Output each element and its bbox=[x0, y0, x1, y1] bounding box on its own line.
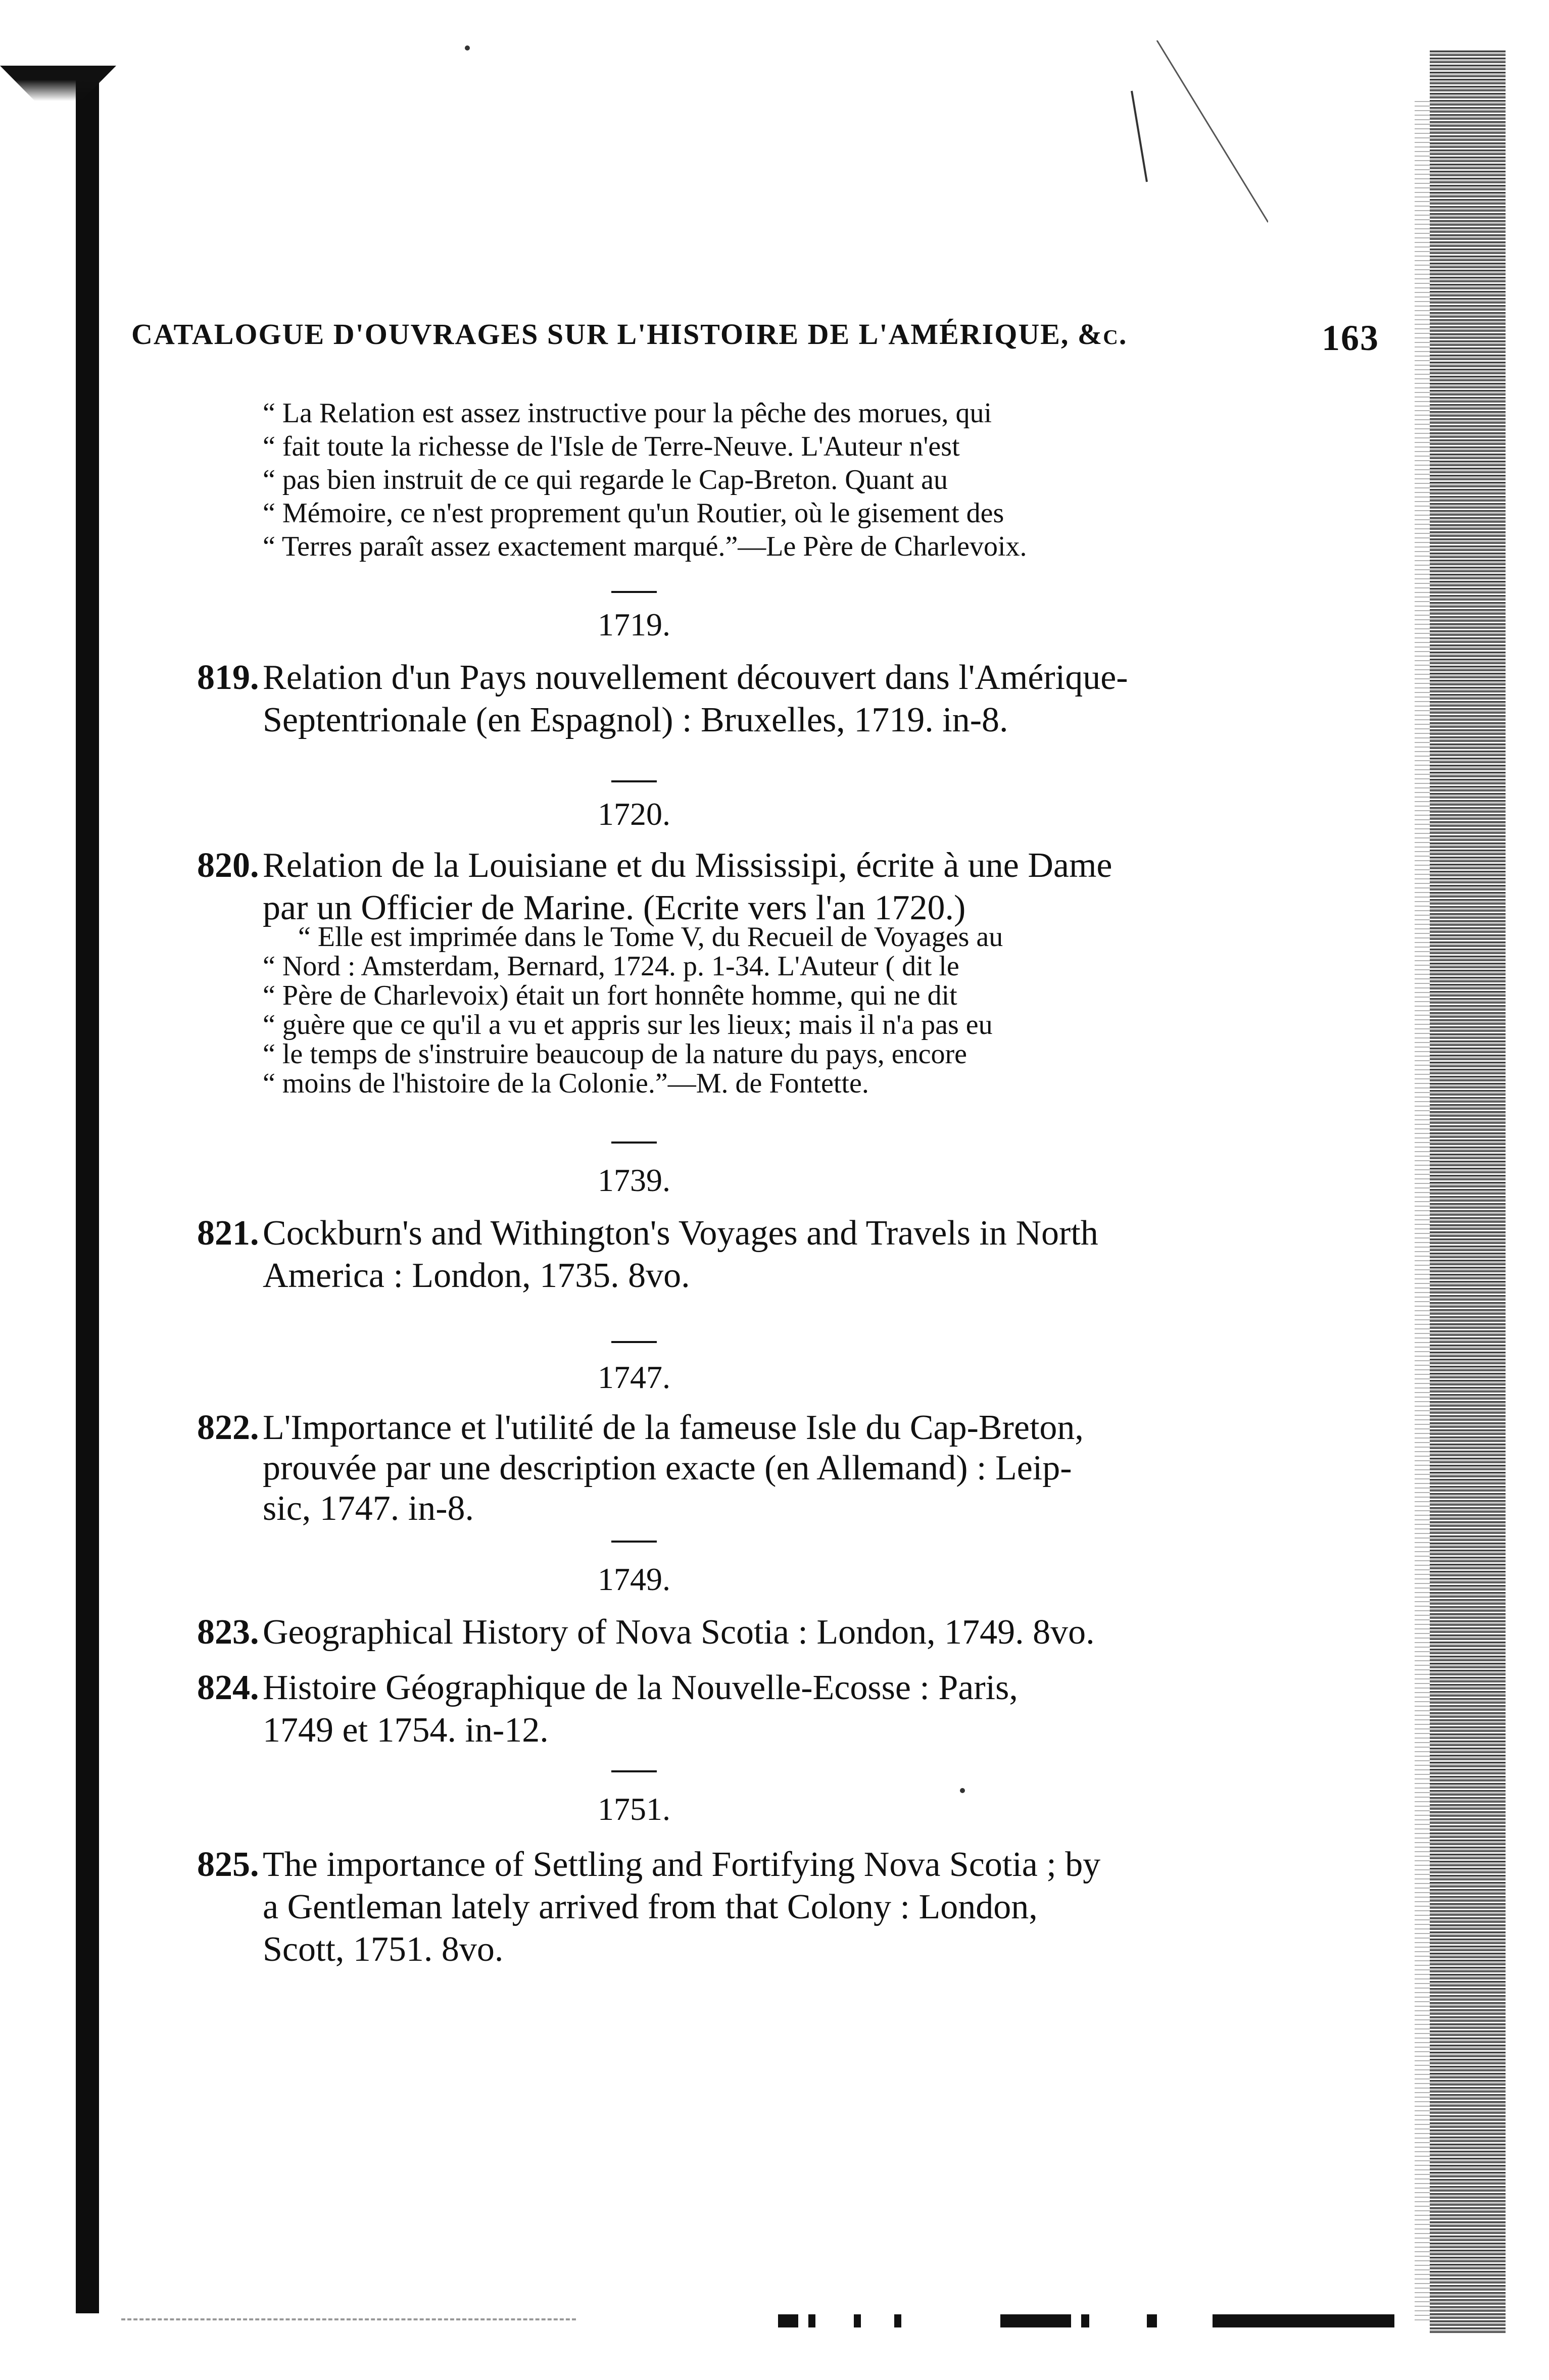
year-heading: 1719. bbox=[598, 607, 670, 642]
page-edge-inner bbox=[1415, 101, 1430, 2323]
scan-scratch-marks bbox=[1127, 40, 1268, 232]
section-rule bbox=[611, 1341, 657, 1343]
year-heading: 1739. bbox=[598, 1162, 670, 1198]
entry-line: Septentrionale (en Espagnol) : Bruxelles, 1719. in-8. bbox=[263, 701, 1008, 739]
quote-line: “ guère que ce qu'il a vu et appris sur les lieux; mais il n'a pas eu bbox=[263, 1009, 993, 1040]
entry-line: The importance of Settling and Fortifying Nova Scotia ; by bbox=[263, 1845, 1101, 1884]
entry-line: Relation de la Louisiane et du Mississipi, écrite à une Dame bbox=[263, 846, 1112, 885]
bottom-scan-line bbox=[121, 2318, 576, 2320]
quote-line: “ Terres paraît assez exactement marqué.”—Le Père de Charlevoix. bbox=[263, 531, 1027, 562]
quote-line: “ La Relation est assez instructive pour la pêche des morues, qui bbox=[263, 398, 992, 429]
quote-line: “ fait toute la richesse de l'Isle de Terre-Neuve. L'Auteur n'est bbox=[263, 431, 960, 462]
quote-line: “ Elle est imprimée dans le Tome V, du Recueil de Voyages au bbox=[298, 921, 1003, 953]
running-head-title: CATALOGUE D'OUVRAGES SUR L'HISTOIRE DE L'AMÉRIQUE, &c. bbox=[131, 318, 1128, 351]
entry-line: sic, 1747. in-8. bbox=[263, 1489, 474, 1528]
stray-mark bbox=[960, 1788, 965, 1793]
entry-number: 822. bbox=[197, 1408, 259, 1447]
bottom-scan-marks bbox=[778, 2314, 1430, 2327]
section-rule bbox=[611, 780, 657, 782]
quote-line: “ Père de Charlevoix) était un fort honnête homme, qui ne dit bbox=[263, 980, 957, 1011]
entry-line: America : London, 1735. 8vo. bbox=[263, 1256, 690, 1295]
running-head bbox=[131, 317, 1379, 359]
entry-number: 819. bbox=[197, 658, 259, 697]
book-spine-shadow bbox=[76, 76, 99, 2313]
quote-line: “ Nord : Amsterdam, Bernard, 1724. p. 1-34. L'Auteur ( dit le bbox=[263, 951, 959, 982]
quote-line: “ Mémoire, ce n'est proprement qu'un Routier, où le gisement des bbox=[263, 498, 1004, 529]
entry-number: 825. bbox=[197, 1845, 259, 1884]
quote-line: “ moins de l'histoire de la Colonie.”—M. de Fontette. bbox=[263, 1068, 869, 1099]
entry-line: 1749 et 1754. in-12. bbox=[263, 1711, 549, 1750]
year-heading: 1747. bbox=[598, 1359, 670, 1395]
entry-number: 824. bbox=[197, 1668, 259, 1707]
entry-line: Scott, 1751. 8vo. bbox=[263, 1930, 504, 1969]
year-heading: 1751. bbox=[598, 1791, 670, 1827]
quote-line: “ le temps de s'instruire beaucoup de la nature du pays, encore bbox=[263, 1038, 967, 1070]
entry-line: Cockburn's and Withington's Voyages and Travels in North bbox=[263, 1214, 1098, 1253]
page-edge-right bbox=[1430, 51, 1506, 2334]
section-rule bbox=[611, 1770, 657, 1772]
entry-number: 820. bbox=[197, 846, 259, 885]
entry-line: par un Officier de Marine. (Ecrite vers l'an 1720.) bbox=[263, 888, 966, 927]
entry-line: Relation d'un Pays nouvellement découvert dans l'Amérique- bbox=[263, 658, 1128, 697]
quote-line: “ pas bien instruit de ce qui regarde le Cap-Breton. Quant au bbox=[263, 464, 948, 495]
section-rule bbox=[611, 1142, 657, 1144]
year-heading: 1749. bbox=[598, 1561, 670, 1597]
entry-line: L'Importance et l'utilité de la fameuse Isle du Cap-Breton, bbox=[263, 1408, 1084, 1447]
page-number: 163 bbox=[1322, 318, 1379, 358]
entry-line: a Gentleman lately arrived from that Colony : London, bbox=[263, 1888, 1038, 1926]
section-rule bbox=[611, 591, 657, 593]
entry-number: 823. bbox=[197, 1613, 259, 1652]
entry-line: Histoire Géographique de la Nouvelle-Ecosse : Paris, bbox=[263, 1668, 1018, 1707]
year-heading: 1720. bbox=[598, 796, 670, 832]
entry-line: prouvée par une description exacte (en Allemand) : Leip- bbox=[263, 1449, 1072, 1488]
entry-number: 821. bbox=[197, 1214, 259, 1253]
entry-line: Geographical History of Nova Scotia : London, 1749. 8vo. bbox=[263, 1613, 1095, 1652]
stray-mark bbox=[465, 45, 470, 51]
section-rule bbox=[611, 1541, 657, 1543]
